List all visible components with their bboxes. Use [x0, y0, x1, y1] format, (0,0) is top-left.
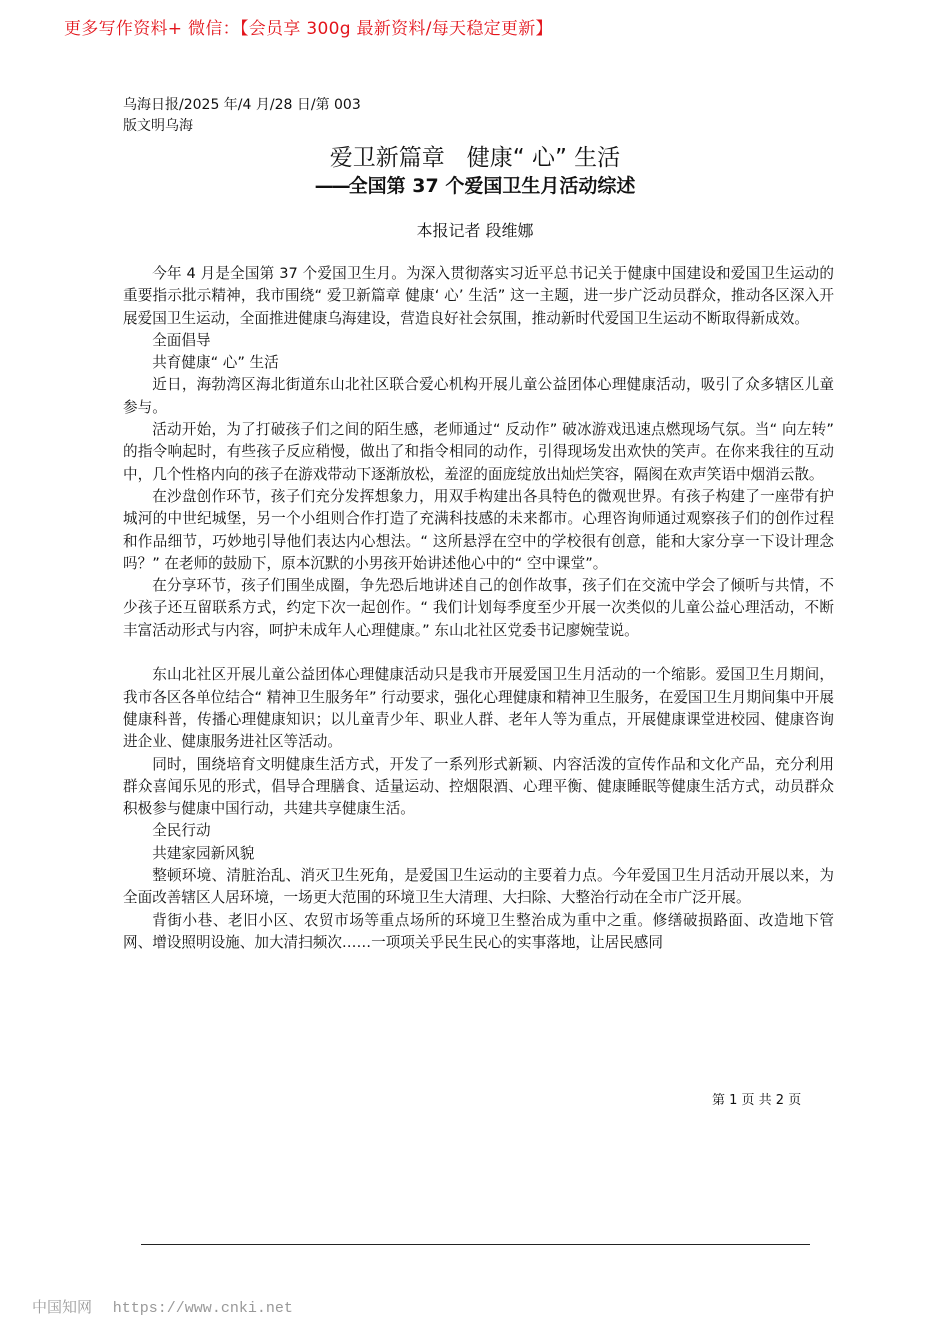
paragraph: 东山北社区开展儿童公益团体心理健康活动只是我市开展爱国卫生月活动的一个缩影。爱国卫生月期间，我市各区各单位结合“ 精神卫生服务年” 行动要求，强化心理健康和精神卫生服务，在爱国卫生月期间集中开展健康科普，传播心理健康知识；以儿童青少年、职业人群、老年人等为重点，开展健康课堂进校园、健康咨询进企业、健康服务进社区等活动。 [123, 666, 834, 751]
page-indicator: 第 1 页 共 2 页 [712, 1093, 802, 1108]
paragraph: 在沙盘创作环节，孩子们充分发挥想象力，用双手构建出各具特色的微观世界。有孩子构建了一座带有护城河的中世纪城堡，另一个小组则合作打造了充满科技感的未来都市。心理咨询师通过观察孩子们的创作过程和作品细节，巧妙地引导他们表达内心想法。“ 这所悬浮在空中的学校很有创意，能和大家分享一下设计理念吗？” 在老师的鼓励下，原本沉默的小男孩开始讲述他心中的“ 空中课堂”。 [123, 487, 834, 572]
subheadline-dash: —— [314, 175, 349, 197]
paragraph: 整顿环境、清脏治乱、消灭卫生死角，是爱国卫生运动的主要着力点。今年爱国卫生月活动开展以来，为全面改善辖区人居环境，一场更大范围的环境卫生大清理、大扫除、大整治行动在全市广泛开展。 [123, 867, 834, 907]
section-subheading: 共建家园新风貌 [152, 844, 255, 862]
headline: 爱卫新篇章 健康“ 心” 生活 [329, 145, 621, 171]
source-line-2: 版文明乌海 [123, 118, 193, 134]
article-body [123, 263, 834, 954]
paragraph: 在分享环节，孩子们围坐成圈，争先恐后地讲述自己的创作故事，孩子们在交流中学会了倾听与共情，不少孩子还互留联系方式，约定下次一起创作。“ 我们计划每季度至少开展一次类似的儿童公益心理活动，不断丰富活动形式与内容，呵护未成年人心理健康。” 东山北社区党委书记廖婉莹说。 [123, 577, 834, 639]
subheadline-wrap [0, 171, 950, 198]
footer [32, 1296, 293, 1317]
section-heading: 全民行动 [152, 822, 211, 840]
promo-banner: 更多写作资料+ 微信：【会员享 300g 最新资料/每天稳定更新】 [64, 19, 553, 39]
paragraph-spacer [123, 642, 834, 664]
source-info [123, 95, 361, 137]
subheadline: 全国第 37 个爱国卫生月活动综述 [348, 175, 636, 197]
paragraph: 今年 4 月是全国第 37 个爱国卫生月。为深入贯彻落实习近平总书记关于健康中国建设和爱国卫生运动的重要指示批示精神，我市围绕“ 爱卫新篇章 健康‘ 心’ 生活” 这一主题，进一步广泛动员群众，推动各区深入开展爱国卫生运动，全面推进健康乌海建设，营造良好社会氛围，推动新时代爱国卫生运动不断取得新成效。 [123, 265, 834, 327]
section-heading: 全面倡导 [152, 331, 211, 349]
paragraph: 近日，海勃湾区海北街道东山北社区联合爱心机构开展儿童公益团体心理健康活动，吸引了众多辖区儿童参与。 [123, 376, 834, 416]
section-subheading: 共育健康“ 心” 生活 [152, 354, 279, 372]
footer-site-name: 中国知网 [32, 1298, 93, 1316]
source-line-1: 乌海日报/2025 年/4 月/28 日/第 003 [123, 97, 361, 113]
paragraph: 活动开始，为了打破孩子们之间的陌生感，老师通过“ 反动作” 破冰游戏迅速点燃现场气氛。当“ 向左转” 的指令响起时，有些孩子反应稍慢，做出了和指令相同的动作，引得现场发出欢快的笑声。在你来我往的互动中，几个性格内向的孩子在游戏带动下逐渐放松，羞涩的面庞绽放出灿烂笑容，隔阂在欢声笑语中烟消云散。 [123, 421, 834, 483]
byline: 本报记者 段维娜 [416, 221, 534, 240]
paragraph: 同时，围绕培育文明健康生活方式，开发了一系列形式新颖、内容活泼的宣传作品和文化产品，充分利用群众喜闻乐见的形式，倡导合理膳食、适量运动、控烟限酒、心理平衡、健康睡眠等健康生活方式，动员群众积极参与健康中国行动，共建共享健康生活。 [123, 755, 834, 818]
footer-url-link[interactable]: https://www.cnki.net [112, 1300, 293, 1317]
footer-divider [141, 1244, 810, 1245]
paragraph: 背街小巷、老旧小区、农贸市场等重点场所的环境卫生整治成为重中之重。修缮破损路面、改造地下管网、增设照明设施、加大清扫频次……一项项关乎民生民心的实事落地，让居民感同 [123, 911, 834, 951]
